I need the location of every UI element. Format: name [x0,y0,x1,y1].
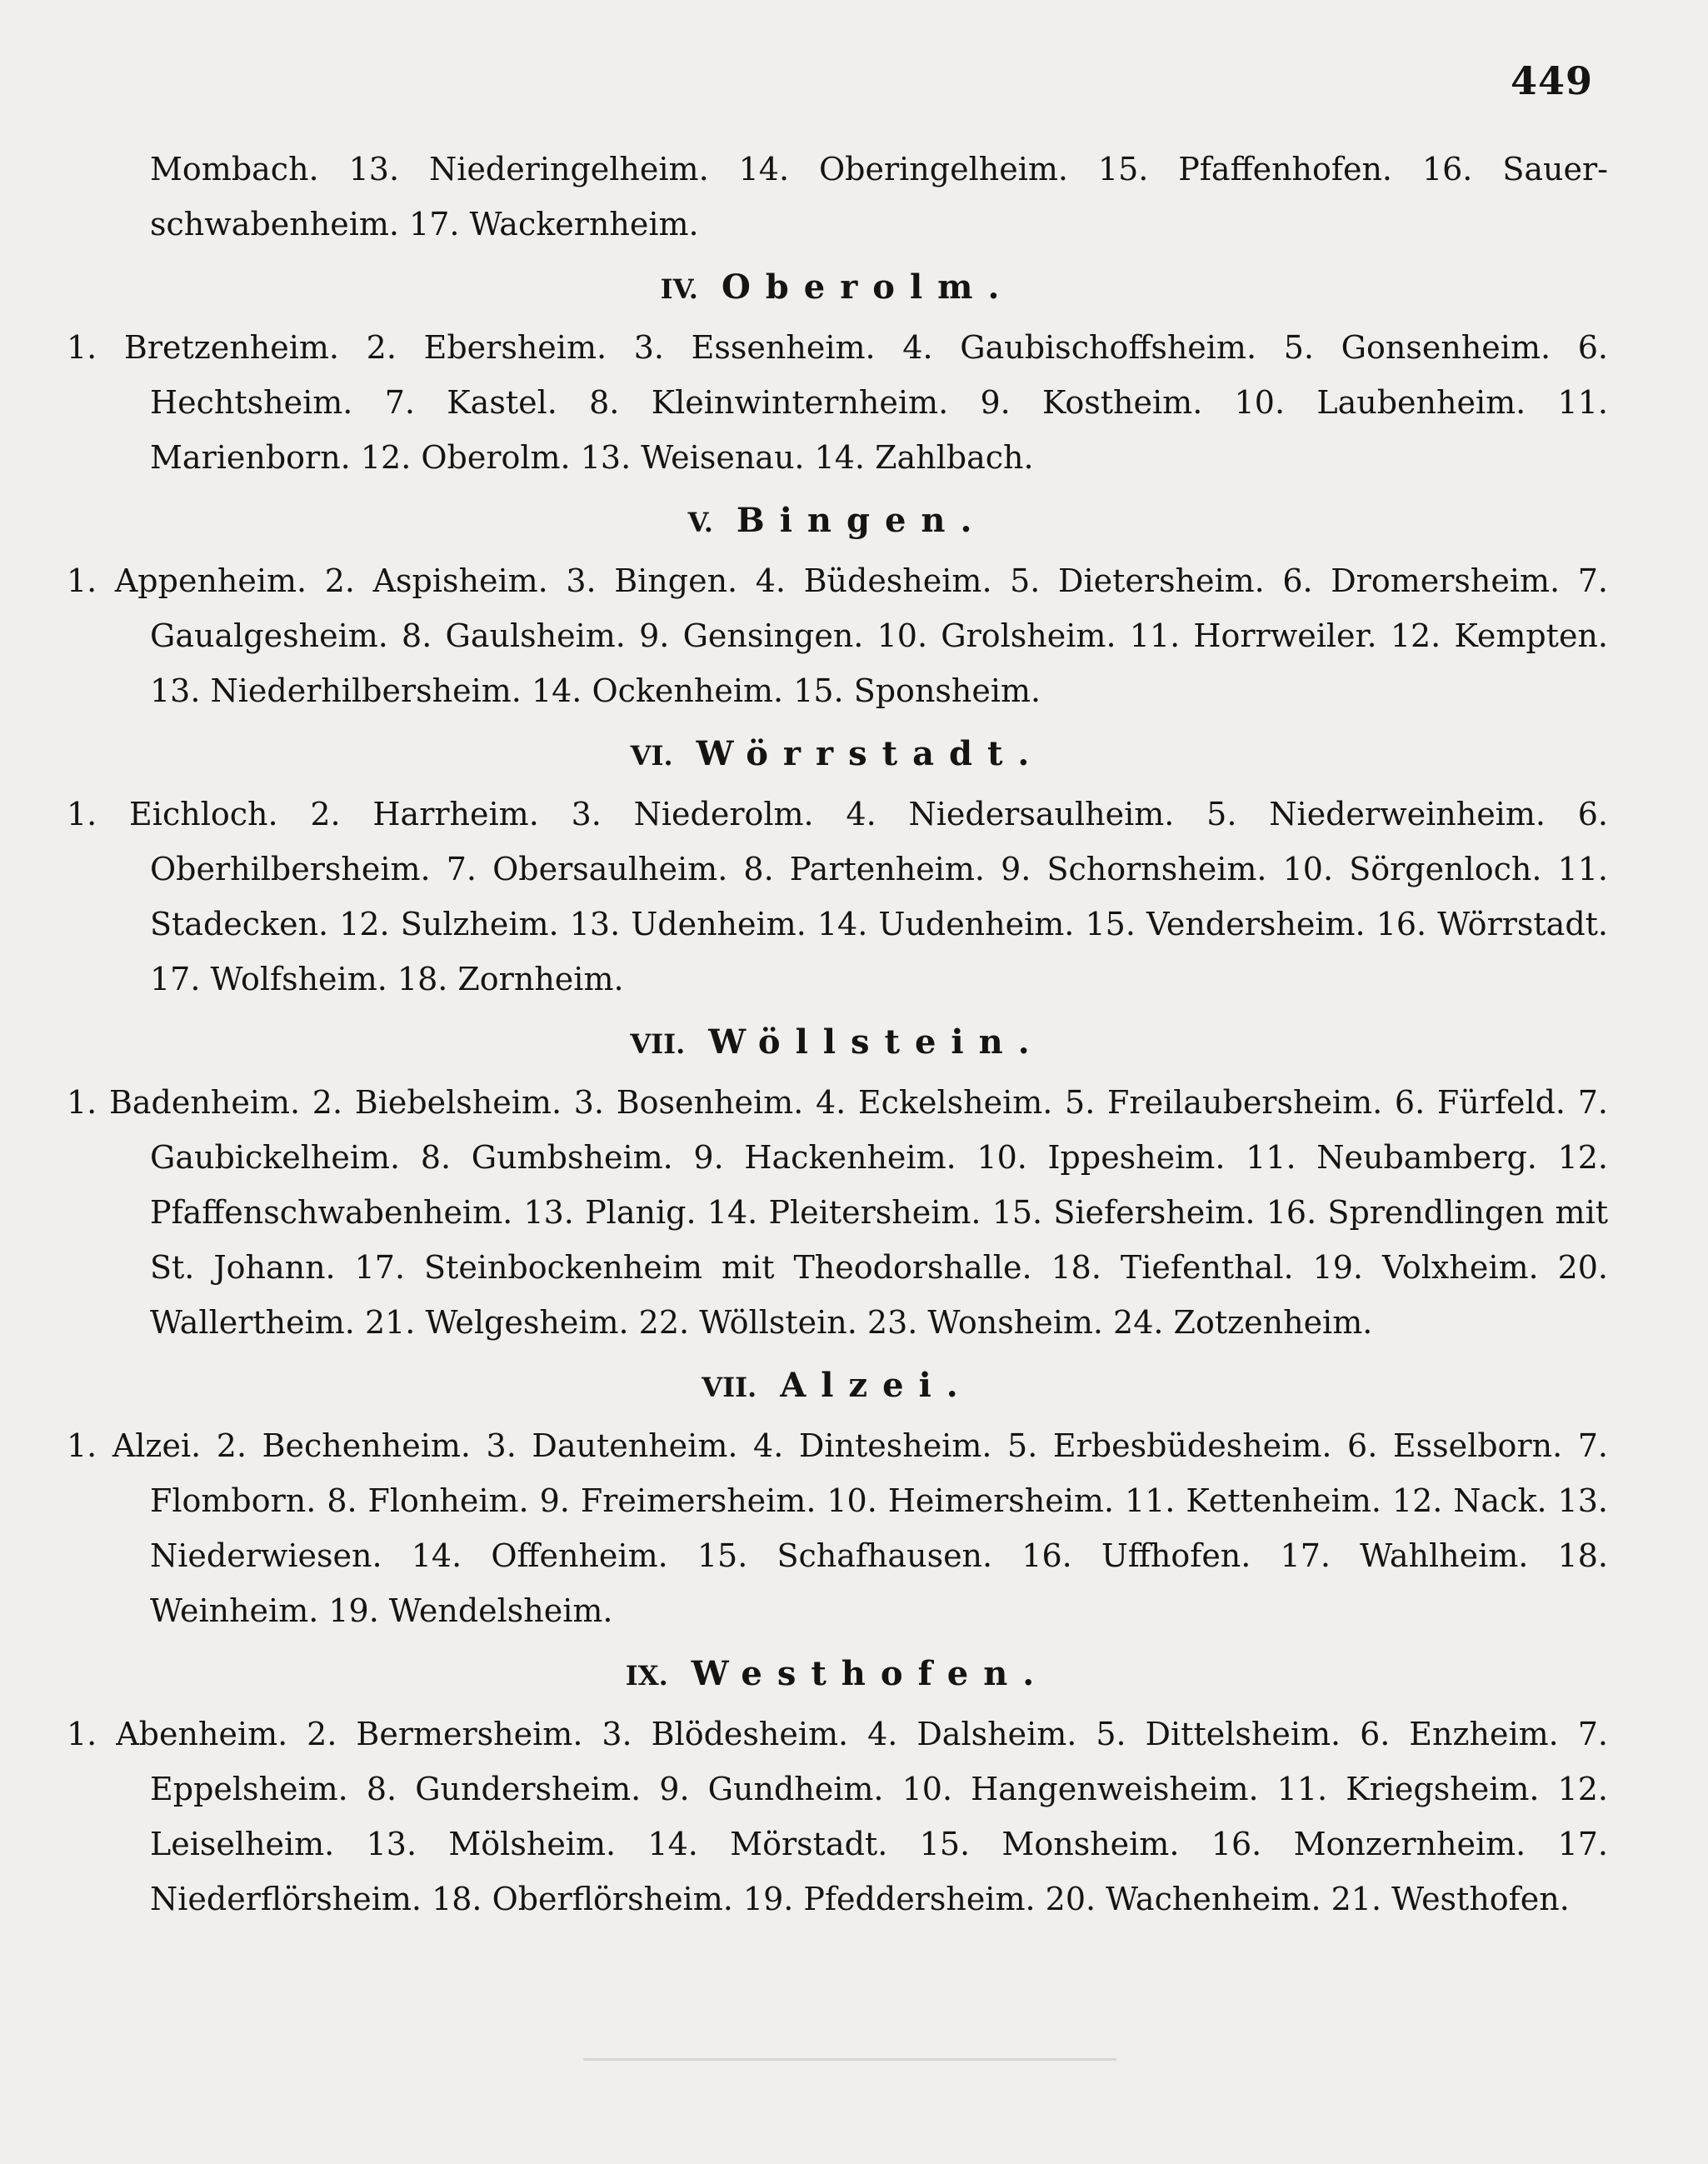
section-list: 1. Bretzenheim. 2. Ebersheim. 3. Essenheim. 4. Gaubischoffsheim. 5. Gonsenheim. 6. Hechtsheim. 7. Kastel. 8. Kleinwinternheim. 9. Kostheim. 10. Laubenheim. 11. Marienborn. 12. Oberolm. 13. Weisenau. 14. Zahlbach. [67,329,1608,476]
footer-divider [583,2058,1116,2061]
section-title: Bingen. [736,501,987,540]
page-body [67,142,1608,1927]
section-title: Wörrstadt. [696,734,1045,773]
section-numeral: VII. [702,1372,757,1403]
section-heading [67,260,1608,317]
section-heading [67,727,1608,783]
section-list: 1. Alzei. 2. Bechenheim. 3. Dautenheim. 4. Dintesheim. 5. Erbesbüdesheim. 6. Esselborn. 7. Flomborn. 8. Flonheim. 9. Freimersheim. 10. Heimersheim. 11. Kettenheim. 12. Nack. 13. Niederwiesen. 14. Offenheim. 15. Schafhausen. 16. Uffhofen. 17. Wahlheim. 18. Weinheim. 19. Wendelsheim. [67,1427,1608,1629]
page-number: 449 [1510,58,1593,103]
section-list: 1. Badenheim. 2. Biebelsheim. 3. Bosenheim. 4. Eckelsheim. 5. Freilaubersheim. 6. Fürfeld. 7. Gaubickelheim. 8. Gumbsheim. 9. Hackenheim. 10. Ippesheim. 11. Neubamberg. 12. Pfaffenschwabenheim. 13. Planig. 14. Pleitersheim. 15. Siefersheim. 16. Sprendlingen mit St. Johann. 17. Steinbockenheim mit Theodorshalle. 18. Tiefenthal. 19. Volxheim. 20. Wallertheim. 21. Welgesheim. 22. Wöllstein. 23. Wonsheim. 24. Zotzenheim. [67,1084,1608,1341]
section-list: 1. Eichloch. 2. Harrheim. 3. Niederolm. 4. Niedersaulheim. 5. Niederweinheim. 6. Oberhilbersheim. 7. Obersaulheim. 8. Partenheim. 9. Schornsheim. 10. Sörgenloch. 11. Stadecken. 12. Sulzheim. 13. Udenheim. 14. Uudenheim. 15. Vendersheim. 16. Wörrstadt. 17. Wolfsheim. 18. Zornheim. [67,796,1608,997]
section-numeral: VI. [630,740,673,772]
section-numeral: VII. [630,1028,686,1060]
section-numeral: IX. [625,1660,668,1692]
section-title: Westhofen. [691,1654,1050,1693]
section-heading [67,1015,1608,1072]
section-heading [67,1647,1608,1703]
section-numeral: IV. [660,273,698,305]
section-title: Wöllstein. [708,1022,1045,1062]
section-woellstein [67,1015,1608,1350]
section-westhofen [67,1647,1608,1927]
section-heading [67,1358,1608,1415]
section-list: 1. Appenheim. 2. Aspisheim. 3. Bingen. 4. Büdesheim. 5. Dietersheim. 6. Dromersheim. 7. Gaualgesheim. 8. Gaulsheim. 9. Gensingen. 10. Grolsheim. 11. Horrweiler. 12. Kempten. 13. Niederhilbersheim. 14. Ockenheim. 15. Sponsheim. [67,562,1608,709]
section-heading [67,493,1608,550]
section-oberolm [67,260,1608,485]
section-title: Oberolm. [721,267,1015,307]
section-numeral: V. [687,507,713,538]
section-bingen [67,493,1608,718]
section-woerrstadt [67,727,1608,1007]
intro-paragraph: Mombach. 13. Niederingelheim. 14. Oberingelheim. 15. Pfaffenhofen. 16. Sauer-schwabenheim. 17. Wackernheim. [150,151,1608,242]
section-title: Alzei. [780,1366,973,1405]
section-alzei [67,1358,1608,1638]
section-list: 1. Abenheim. 2. Bermersheim. 3. Blödesheim. 4. Dalsheim. 5. Dittelsheim. 6. Enzheim. 7. Eppelsheim. 8. Gundersheim. 9. Gundheim. 10. Hangenweisheim. 11. Kriegsheim. 12. Leiselheim. 13. Mölsheim. 14. Mörstadt. 15. Monsheim. 16. Monzernheim. 17. Niederflörsheim. 18. Oberflörsheim. 19. Pfeddersheim. 20. Wachenheim. 21. Westhofen. [67,1716,1608,1917]
